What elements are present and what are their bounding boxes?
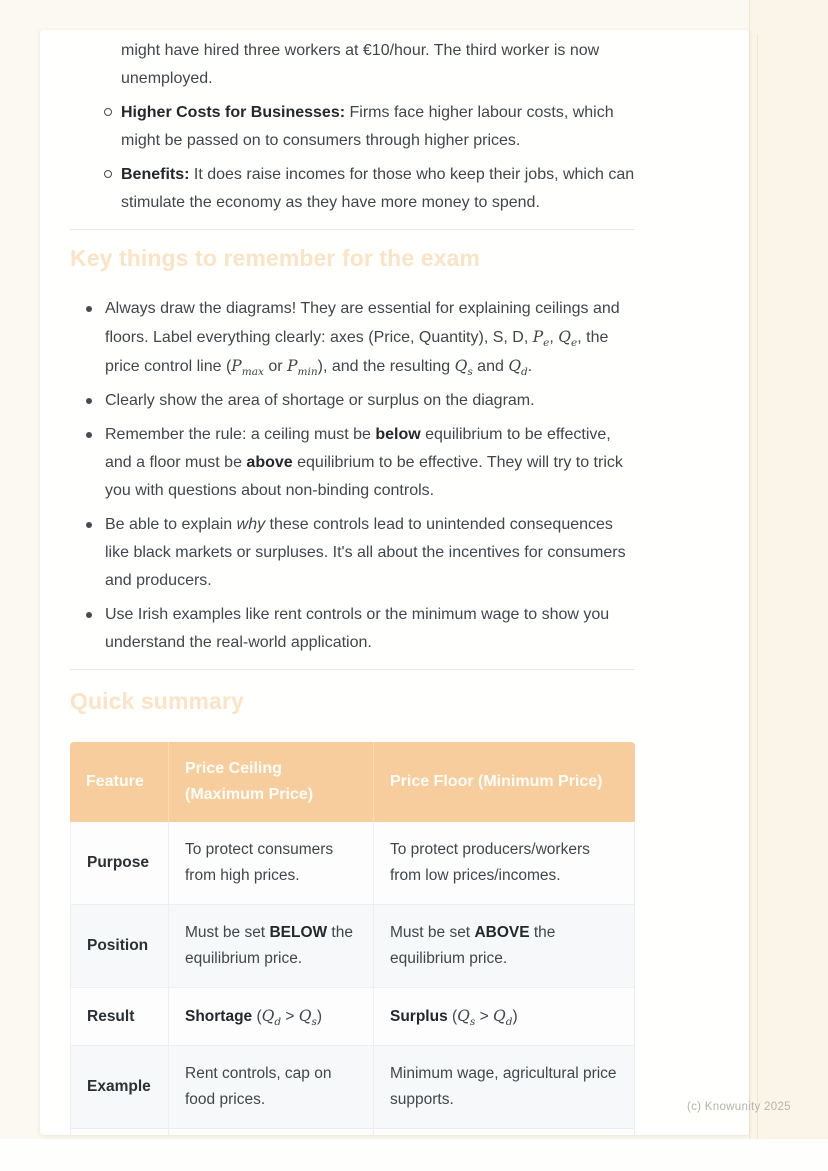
disc-bullet-icon: [86, 612, 92, 618]
row-label: Example: [70, 1046, 169, 1129]
table-cell: Must be set BELOW the equilibrium price.: [169, 905, 374, 988]
document-content: [40, 30, 749, 1135]
circle-bullet-icon: [104, 170, 112, 178]
table-cell: [70, 1129, 169, 1135]
table-cell: To protect producers/workers from low prices/incomes.: [374, 822, 635, 905]
list-item-text: Higher Costs for Businesses: Firms face higher labour costs, which might be passed on to consumers through higher prices.: [121, 104, 614, 149]
disc-bullet-icon: [86, 306, 92, 312]
disc-bullet-icon: [86, 432, 92, 438]
continuation-paragraph: might have hired three workers at €10/hour. The third worker is now unemployed.: [121, 42, 600, 87]
table-row-result: [70, 988, 635, 1046]
list-item-text: Use Irish examples like rent controls or the minimum wage to show you understand the real-world application.: [105, 606, 610, 651]
consequences-sub-list: [70, 99, 635, 217]
section-divider: [70, 669, 635, 670]
table-cell: Shortage $(Q_d > Q_s)$: [169, 988, 374, 1046]
page-bottom-margin: [0, 1139, 828, 1171]
list-item-text: Remember the rule: a ceiling must be below equilibrium to be effective, and a floor must be above equilibrium to be effective. They will try to trick you with questions about non-binding controls.: [105, 426, 623, 499]
table-cell: Minimum wage, agricultural price supports.: [374, 1046, 635, 1129]
list-item: [70, 511, 635, 595]
table-cell: [374, 1129, 635, 1135]
row-label: Position: [70, 905, 169, 988]
section-divider: [70, 229, 635, 230]
row-label: Purpose: [70, 822, 169, 905]
table-row-partial: [70, 1129, 635, 1135]
list-item: [70, 421, 635, 505]
page-right-margin: [749, 0, 828, 1143]
row-label: Result: [70, 988, 169, 1046]
table-cell: Must be set ABOVE the equilibrium price.: [374, 905, 635, 988]
next-page-edge: [757, 34, 758, 1140]
list-item: [70, 387, 635, 415]
list-item-text: Benefits: It does raise incomes for those who keep their jobs, which can stimulate the economy as they have more money to spend.: [121, 166, 635, 211]
exam-tips-list: [70, 295, 635, 657]
knowunity-watermark: (c) Knowunity 2025: [687, 1101, 791, 1113]
table-cell: Surplus $(Q_s > Q_d)$: [374, 988, 635, 1046]
exam-tips-heading: Key things to remember for the exam: [70, 245, 480, 271]
column-header-price-floor: Price Floor (Minimum Price): [374, 742, 635, 822]
table-cell: [169, 1129, 374, 1135]
table-cell: Rent controls, cap on food prices.: [169, 1046, 374, 1129]
disc-bullet-icon: [86, 522, 92, 528]
table-row-position: [70, 905, 635, 988]
summary-table: [70, 742, 635, 1135]
table-row-example: [70, 1046, 635, 1129]
list-item: [70, 295, 635, 381]
table-header-row: [70, 742, 635, 822]
list-item: [70, 99, 635, 155]
table-row-purpose: [70, 822, 635, 905]
column-header-feature: Feature: [70, 742, 169, 822]
disc-bullet-icon: [86, 398, 92, 404]
document-page: [40, 30, 749, 1135]
quick-summary-heading: Quick summary: [70, 688, 244, 714]
table-cell: To protect consumers from high prices.: [169, 822, 374, 905]
list-item-text: Always draw the diagrams! They are essential for explaining ceilings and floors. Label everything clearly: axes (Price, Quantity), S, D, $P_e$, $Q_e$, the price control line ($P_{max}$ or $P_{min}$), and the resulting $Q_s$ and $Q_d$.: [105, 300, 620, 379]
circle-bullet-icon: [104, 108, 112, 116]
list-item: [70, 161, 635, 217]
column-header-price-ceiling: Price Ceiling (Maximum Price): [169, 742, 374, 822]
list-item-text: Clearly show the area of shortage or surplus on the diagram.: [105, 392, 535, 409]
list-item-text: Be able to explain why these controls lead to unintended consequences like black markets or surpluses. It's all about the incentives for consumers and producers.: [105, 516, 626, 589]
list-item: [70, 601, 635, 657]
